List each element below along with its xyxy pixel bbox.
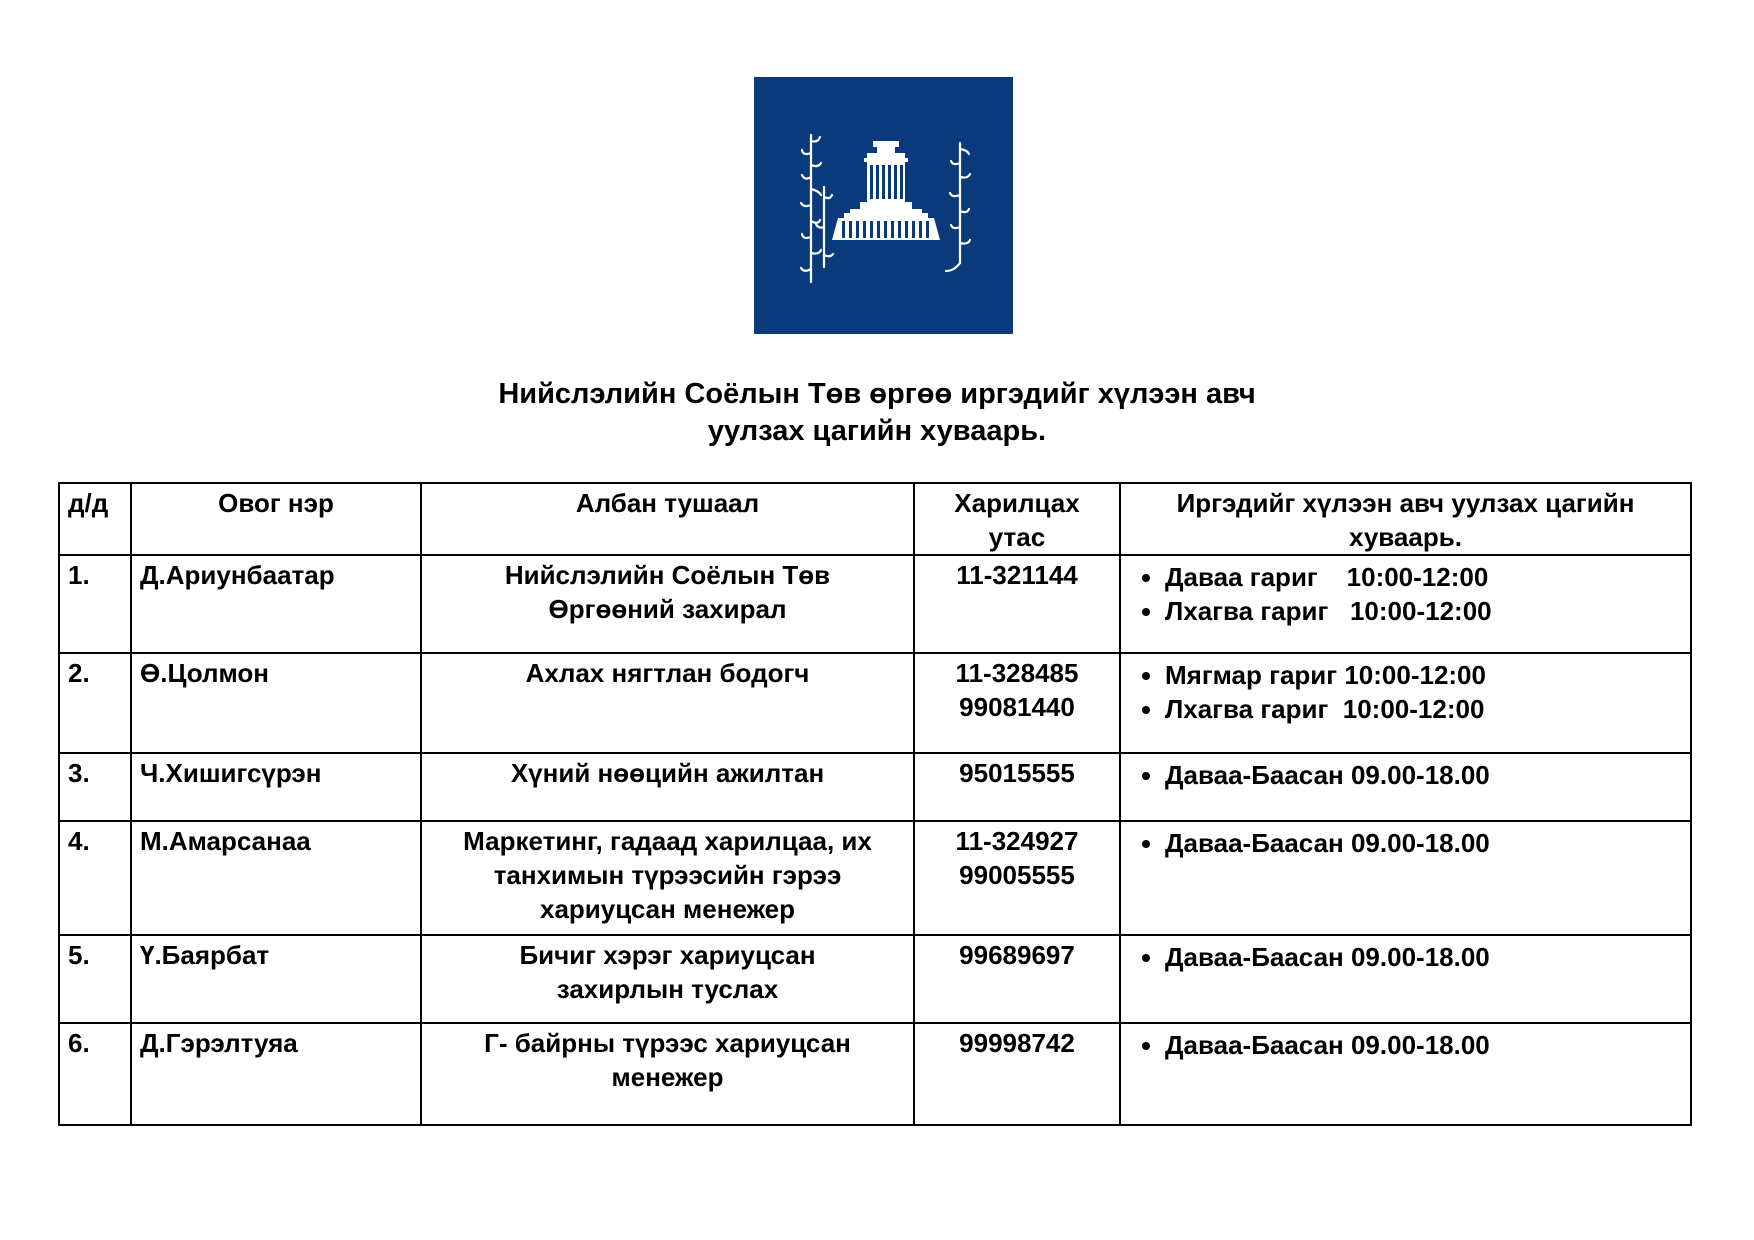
page-title — [0, 376, 1754, 450]
row-name: Ө.Цолмон — [131, 653, 421, 753]
row-position-line: Г- байрны түрээс хариуцсан — [484, 1028, 851, 1058]
header-position: Албан тушаал — [421, 483, 914, 555]
row-position-line: Нийслэлийн Соёлын Төв — [504, 560, 831, 590]
header-name: Овог нэр — [131, 483, 421, 555]
header-schedule-line-1: Иргэдийг хүлээн авч уулзах цагийн — [1176, 488, 1635, 518]
row-num: 6. — [59, 1023, 131, 1125]
row-position-line: Маркетинг, гадаад харилцаа, их — [463, 826, 872, 856]
row-phone — [914, 1023, 1120, 1125]
schedule-list — [1129, 560, 1682, 628]
row-schedule — [1120, 1023, 1691, 1125]
row-phone — [914, 935, 1120, 1023]
row-position — [421, 1023, 914, 1125]
schedule-list — [1129, 826, 1682, 860]
table-row — [59, 653, 1691, 753]
row-phone-line: 99081440 — [959, 692, 1075, 722]
row-position-line: Өргөөний захирал — [548, 594, 787, 624]
row-position — [421, 653, 914, 753]
row-position-line: менежер — [611, 1062, 724, 1092]
row-position-line: Бичиг хэрэг хариуцсан — [519, 940, 816, 970]
row-num: 2. — [59, 653, 131, 753]
row-num: 4. — [59, 821, 131, 935]
schedule-list — [1129, 1028, 1682, 1062]
row-phone-line: 11-328485 — [955, 658, 1079, 688]
header-num: д/д — [59, 483, 131, 555]
header-schedule — [1120, 483, 1691, 555]
row-phone — [914, 653, 1120, 753]
schedule-item: • Мягмар гариг 10:00-12:00 — [1165, 658, 1682, 692]
schedule-list — [1129, 658, 1682, 726]
row-name: Д.Ариунбаатар — [131, 555, 421, 653]
table-row — [59, 1023, 1691, 1125]
organization-logo — [754, 77, 1013, 334]
row-phone — [914, 753, 1120, 821]
row-name: Ч.Хишигсүрэн — [131, 753, 421, 821]
row-position — [421, 935, 914, 1023]
table-header-row — [59, 483, 1691, 555]
row-position-line: Ахлах нягтлан бодогч — [525, 658, 810, 688]
row-position-line: Хүний нөөцийн ажилтан — [510, 758, 825, 788]
row-phone-line: 99005555 — [959, 860, 1075, 890]
row-position — [421, 555, 914, 653]
schedule-item: • Даваа-Баасан 09.00-18.00 — [1165, 1028, 1682, 1062]
table-row — [59, 821, 1691, 935]
page-title-line-1: Нийслэлийн Соёлын Төв өргөө иргэдийг хүлээн авч — [498, 378, 1256, 410]
row-schedule — [1120, 821, 1691, 935]
schedule-item: • Лхагва гариг 10:00-12:00 — [1165, 692, 1682, 726]
row-phone — [914, 555, 1120, 653]
row-phone-line: 95015555 — [959, 758, 1075, 788]
table-row — [59, 555, 1691, 653]
row-phone-line: 99998742 — [959, 1028, 1075, 1058]
schedule-list — [1129, 940, 1682, 974]
row-phone — [914, 821, 1120, 935]
table-row — [59, 753, 1691, 821]
row-num: 5. — [59, 935, 131, 1023]
header-phone-line-2: утас — [988, 522, 1046, 552]
schedule-item: • Даваа-Баасан 09.00-18.00 — [1165, 940, 1682, 974]
table-row — [59, 935, 1691, 1023]
row-name: Ү.Баярбат — [131, 935, 421, 1023]
header-phone-line-1: Харилцах — [954, 488, 1080, 518]
row-position — [421, 821, 914, 935]
reception-schedule-table — [58, 482, 1692, 1126]
row-phone-line: 11-324927 — [955, 826, 1079, 856]
row-position-line: захирлын туслах — [556, 974, 779, 1004]
row-position-line: хариуцсан менежер — [540, 894, 795, 924]
row-schedule — [1120, 653, 1691, 753]
schedule-item: • Даваа-Баасан 09.00-18.00 — [1165, 758, 1682, 792]
building-emblem-icon — [754, 77, 1013, 334]
row-schedule — [1120, 935, 1691, 1023]
schedule-list — [1129, 758, 1682, 792]
row-phone-line: 99689697 — [959, 940, 1075, 970]
schedule-item: • Лхагва гариг 10:00-12:00 — [1165, 594, 1682, 628]
row-position-line: танхимын түрээсийн гэрээ — [493, 860, 842, 890]
row-num: 3. — [59, 753, 131, 821]
header-schedule-line-2: хуваарь. — [1349, 522, 1462, 552]
row-schedule — [1120, 555, 1691, 653]
header-phone — [914, 483, 1120, 555]
row-name: М.Амарсанаа — [131, 821, 421, 935]
row-name: Д.Гэрэлтуяа — [131, 1023, 421, 1125]
row-schedule — [1120, 753, 1691, 821]
schedule-item: • Даваа гариг 10:00-12:00 — [1165, 560, 1682, 594]
row-num: 1. — [59, 555, 131, 653]
schedule-item: • Даваа-Баасан 09.00-18.00 — [1165, 826, 1682, 860]
row-phone-line: 11-321144 — [956, 560, 1078, 590]
row-position — [421, 753, 914, 821]
page-title-line-2: уулзах цагийн хуваарь. — [707, 415, 1047, 447]
